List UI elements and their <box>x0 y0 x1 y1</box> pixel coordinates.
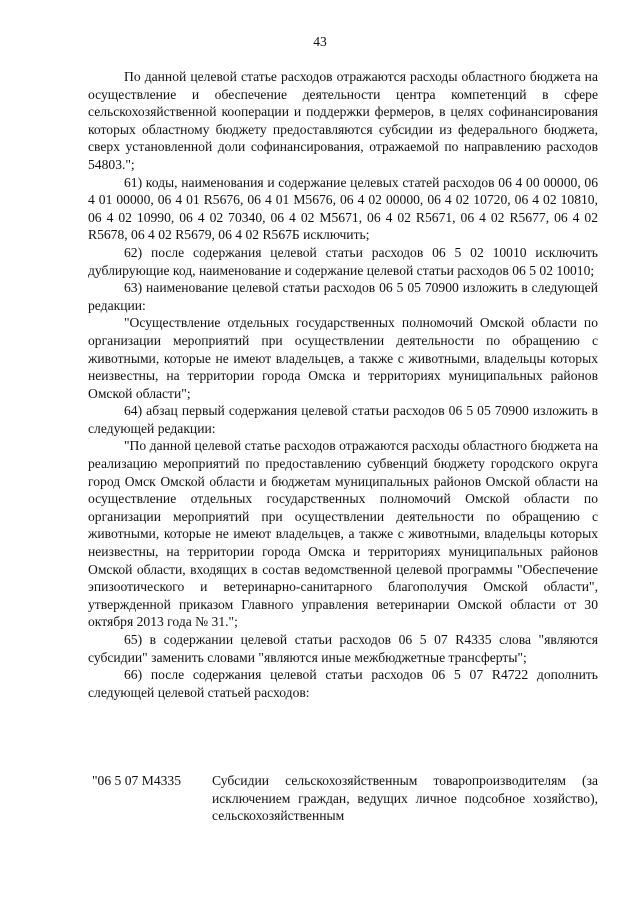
paragraph-intro: По данной целевой статье расходов отражаются расходы областного бюджета на осуществление и обеспечение деятельности центра компетенций в сфере сельскохозяйственной кооперации и поддержки фермеров, в целях софинансирования которых областному бюджету предоставляются субсидии из федерального бюджета, сверх установленной доли софинансирования, отражаемой по направлению расходов 54803."; <box>88 69 598 172</box>
code-entry-row <box>88 772 598 825</box>
document-body <box>88 68 598 701</box>
paragraph-item-64-quote: "По данной целевой статье расходов отражаются расходы областного бюджета на реализацию мероприятий по предоставлению субвенций бюджету городского округа город Омск Омской области и бюджетам муниципальных районов Омской области на осуществление отдельных государственных полномочий Омской области по организации мероприятий при осуществлении деятельности по обращению с животными, которые не имеют владельцев, а также с животными, владельцы которых неизвестны, на территории города Омска и территориях муниципальных районов Омской области, входящих в состав ведомственной целевой программы "Обеспечение эпизоотического и ветеринарно-санитарного благополучия Омской области", утвержденной приказом Главного управления ветеринарии Омской области от 30 октября 2013 года № 31."; <box>88 438 598 630</box>
paragraph-item-66: 66) после содержания целевой статьи расходов 06 5 07 R4722 дополнить следующей целевой статьей расходов: <box>88 667 598 700</box>
paragraph-item-61: 61) коды, наименования и содержание целевых статей расходов 06 4 00 00000, 06 4 01 00000, 06 4 01 R5676, 06 4 01 M5676, 06 4 02 00000, 06 4 02 10720, 06 4 02 10810, 06 4 02 10990, 06 4 02 70340, 06 4 02 M5671, 06 4 02 R5671, 06 4 02 R5677, 06 4 02 R5678, 06 4 02 R5679, 06 4 02 R567Б исключить; <box>88 174 598 243</box>
paragraph-item-65: 65) в содержании целевой статьи расходов 06 5 07 R4335 слова "являются субсидии" заменить словами "являются иные межбюджетные трансферты"; <box>88 632 598 665</box>
code-entry-table <box>88 772 598 825</box>
paragraph-item-64: 64) абзац первый содержания целевой статьи расходов 06 5 05 70900 изложить в следующей редакции: <box>88 403 598 436</box>
paragraph-item-62: 62) после содержания целевой статьи расходов 06 5 02 10010 исключить дублирующие код, наименование и содержание целевой статьи расходов 06 5 02 10010; <box>88 244 598 278</box>
paragraph-item-63-quote: "Осуществление отдельных государственных полномочий Омской области по организации мероприятий при осуществлении деятельности по обращению с животными, которые не имеют владельцев, а также с животными, владельцы которых неизвестны, на территории города Омска и территориях муниципальных районов Омской области"; <box>88 315 598 401</box>
code-entry-code: "06 5 07 M4335 <box>92 773 182 788</box>
code-entry-description: Субсидии сельскохозяйственным товаропроизводителям (за исключением граждан, ведущих личное подсобное хозяйство), сельскохозяйственным <box>212 773 598 824</box>
page-number: 43 <box>313 34 327 49</box>
paragraph-item-63: 63) наименование целевой статьи расходов 06 5 05 70900 изложить в следующей редакции: <box>88 280 598 313</box>
